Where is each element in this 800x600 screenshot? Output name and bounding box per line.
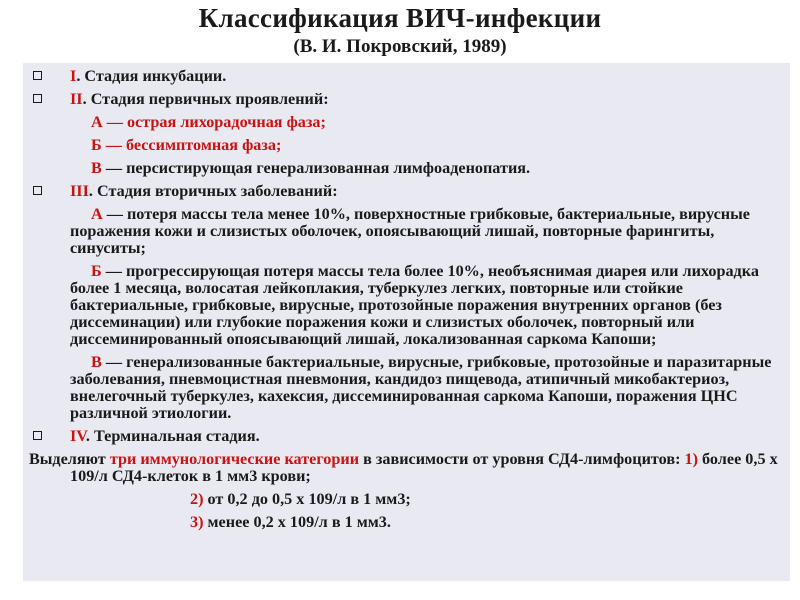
phase-text: — бессимптомная фаза; (101, 136, 282, 154)
stage-3-phase-a (29, 206, 789, 257)
stage-3 (29, 183, 789, 200)
intro-text: Выделяют (29, 450, 110, 468)
stage-3-phase-b (29, 263, 789, 348)
phase-letter: А (91, 205, 103, 223)
stage-2-phase-b (29, 137, 789, 154)
stage-numeral: III (70, 182, 89, 200)
intro-after: в зависимости от уровня СД4-лимфоцитов: (359, 450, 685, 468)
phase-letter: А (91, 113, 103, 131)
phase-text: — острая лихорадочная фаза; (102, 113, 326, 131)
stage-numeral: IV (70, 427, 86, 445)
phase-letter: В (91, 159, 102, 177)
stage-text: . Стадия вторичных заболеваний: (88, 182, 338, 200)
classification-list (29, 68, 789, 537)
categories-highlight: три иммунологические категории (109, 450, 360, 468)
immunology-intro (29, 451, 789, 485)
page-title: Классификация ВИЧ-инфекции (198, 3, 602, 33)
phase-letter: В (91, 353, 102, 371)
category-2 (29, 491, 789, 508)
phase-text: — генерализованные бактериальные, вирусные, грибковые, протозойные и паразитарные заболевания, пневмоцистная пневмония, кандидоз пищевода, атипичный микобактериоз, внелегочный туберкулез, кахексия, диссеминированная саркома Капоши, поражения ЦНС различной этиологии. (70, 353, 772, 422)
stage-text: . Стадия первичных проявлений: (82, 90, 329, 108)
square-bullet-icon (33, 71, 42, 80)
square-bullet-icon (33, 431, 42, 440)
stage-3-phase-c (29, 354, 789, 422)
stage-2-phase-c (29, 160, 789, 177)
stage-1 (29, 68, 789, 85)
stage-4 (29, 428, 789, 445)
stage-2 (29, 91, 789, 108)
category-text: от 0,2 до 0,5 х 109/л в 1 мм3; (203, 490, 411, 508)
category-3 (29, 514, 789, 531)
phase-letter: Б (91, 262, 102, 280)
page-subtitle: (В. И. Покровский, 1989) (293, 36, 507, 57)
phase-text: — прогрессирующая потеря массы тела более 10%, необъяснимая диарея или лихорадка более 1 месяца, волосатая лейкоплакия, туберкулез легких, повторные или стойкие бактериальные, грибковые, вирусные, протозойные поражения внутренних органов (без диссеминации) или глубокие поражения кожи и слизистых оболочек, повторный или диссеминированный опоясывающий лишай, локализованная саркома Капоши; (70, 262, 759, 348)
category-text: менее 0,2 х 109/л в 1 мм3. (203, 513, 391, 531)
stage-numeral: I (70, 67, 77, 85)
category-number: 1) (684, 450, 698, 468)
category-number: 3) (190, 513, 204, 531)
phase-text: — потеря массы тела менее 10%, поверхностные грибковые, бактериальные, вирусные поражения кожи и слизистых оболочек, опоясывающий лишай, повторные фарингиты, синуситы; (70, 205, 750, 257)
stage-text: . Стадия инкубации. (76, 67, 227, 85)
stage-text: . Терминальная стадия. (85, 427, 260, 445)
category-number: 2) (190, 490, 204, 508)
stage-2-phase-a (29, 114, 789, 131)
phase-text: — персистирующая генерализованная лимфоаденопатия. (101, 159, 531, 177)
category-text: более 0,5 х 109/л СД4-клеток в 1 мм3 крови; (70, 450, 778, 485)
square-bullet-icon (33, 186, 42, 195)
stage-numeral: II (70, 90, 83, 108)
square-bullet-icon (33, 94, 42, 103)
phase-letter: Б (91, 136, 102, 154)
